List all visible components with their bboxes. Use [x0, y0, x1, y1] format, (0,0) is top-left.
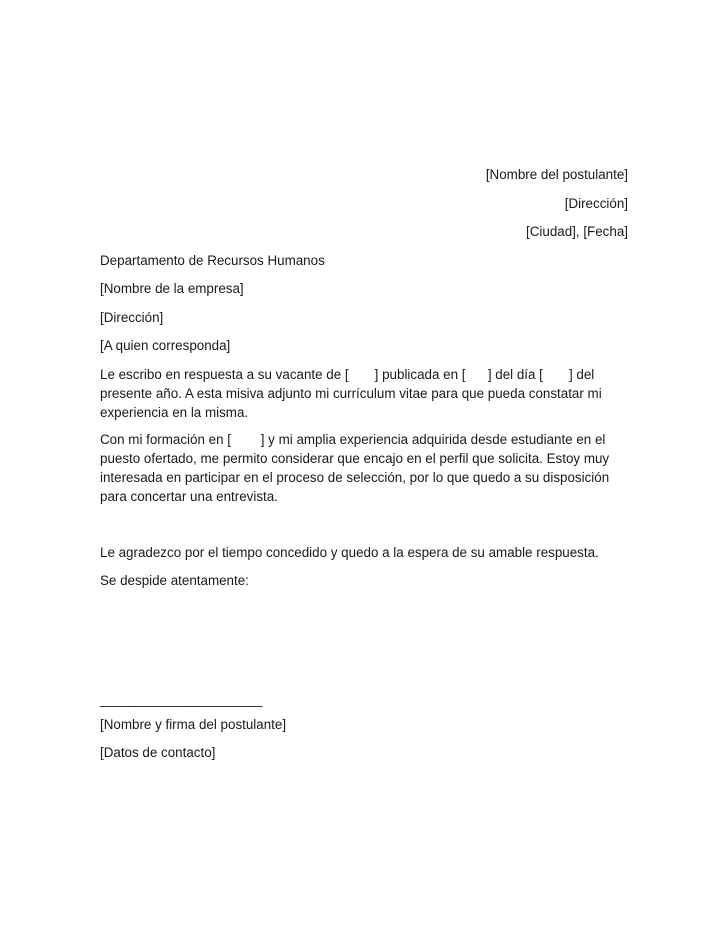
letter-body — [100, 165, 628, 772]
contact-details: [Datos de contacto] — [100, 745, 216, 760]
closing: Se despide atentamente: — [100, 573, 249, 588]
salutation: [A quien corresponda] — [100, 338, 231, 353]
paragraph-thanks: Le agradezco por el tiempo concedido y quedo a la espera de su amable respuesta. — [100, 544, 599, 560]
recipient-company: [Nombre de la empresa] — [100, 281, 244, 296]
recipient-address: [Dirección] — [100, 309, 164, 325]
sender-name: [Nombre del postulante] — [485, 167, 628, 182]
recipient-department: Departamento de Recursos Humanos — [100, 252, 325, 268]
signature-spacer — [100, 600, 628, 690]
sender-city-date: [Ciudad], [Fecha] — [526, 224, 628, 239]
spacer — [100, 514, 628, 543]
paragraph-qualifications: Con mi formación en [ ] y mi amplia experiencia adquirida desde estudiante en el puesto ofertado, me permito considerar que encajo en el perfil que solicita. Estoy muy interesada en participar en el proceso de selección, por lo que quedo a su disposición para concertar una entrevista. — [100, 431, 613, 504]
paragraph-vacancy: Le escribo en respuesta a su vacante de [ ] publicada en [ ] del día [ ] del presente año. A esta misiva adjunto mi currículum vitae para que pueda constatar mi experiencia en la misma. — [100, 366, 606, 420]
sender-address: [Dirección] — [564, 195, 628, 211]
signature-line: _______________________ — [100, 691, 263, 707]
signature-name: [Nombre y firma del postulante] — [100, 716, 287, 732]
